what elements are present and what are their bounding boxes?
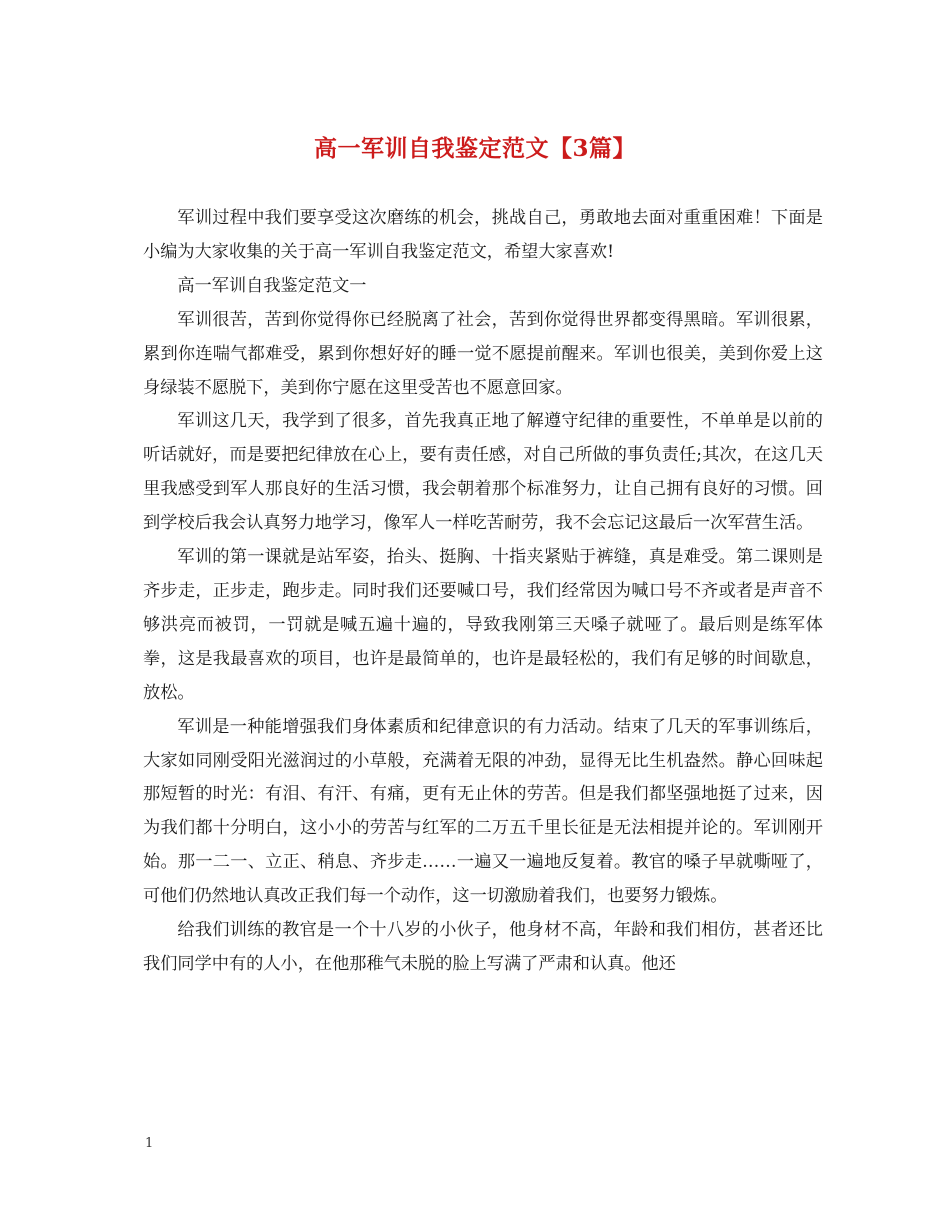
body-paragraph: 军训的第一课就是站军姿，抬头、挺胸、十指夹紧贴于裤缝，真是难受。第二课则是齐步走，正步走，跑步走。同时我们还要喊口号，我们经常因为喊口号不齐或者是声音不够洪亮而被罚，一罚就是喊五遍十遍的，导致我刚第三天嗓子就哑了。最后则是练军体拳，这是我最喜欢的项目，也许是最简单的，也许是最轻松的，我们有足够的时间歇息，放松。 xyxy=(143,547,823,703)
body-paragraph: 给我们训练的教官是一个十八岁的小伙子，他身材不高，年龄和我们相仿，甚者还比我们同学中有的人小，在他那稚气未脱的脸上写满了严肃和认真。他还 xyxy=(143,920,823,974)
document-title: 高一军训自我鉴定范文【3篇】 xyxy=(313,135,636,162)
section-heading: 高一军训自我鉴定范文一 xyxy=(177,275,367,296)
intro-paragraph: 军训过程中我们要享受这次磨练的机会，挑战自己，勇敢地去面对重重困难！下面是小编为大家收集的关于高一军训自我鉴定范文，希望大家喜欢! xyxy=(143,208,823,262)
body-paragraph: 军训很苦，苦到你觉得你已经脱离了社会，苦到你觉得世界都变得黑暗。军训很累，累到你连喘气都难受，累到你想好好的睡一觉不愿提前醒来。军训也很美，美到你爱上这身绿装不愿脱下，美到你宁愿在这里受苦也不愿意回家。 xyxy=(143,309,823,398)
document-body xyxy=(143,202,823,982)
body-paragraph: 军训是一种能增强我们身体素质和纪律意识的有力活动。结束了几天的军事训练后，大家如同刚受阳光滋润过的小草般，充满着无限的冲劲，显得无比生机盎然。静心回味起那短暂的时光：有泪、有汗、有痛，更有无止休的劳苦。但是我们都坚强地挺了过来，因为我们都十分明白，这小小的劳苦与红军的二万五千里长征是无法相提并论的。军训刚开始。那一二一、立正、稍息、齐步走……一遍又一遍地反复着。教官的嗓子早就嘶哑了，可他们仍然地认真改正我们每一个动作，这一切激励着我们，也要努力锻炼。 xyxy=(143,716,823,907)
body-paragraph: 军训这几天，我学到了很多，首先我真正地了解遵守纪律的重要性，不单单是以前的听话就好，而是要把纪律放在心上，要有责任感，对自己所做的事负责任;其次，在这几天里我感受到军人那良好的生活习惯，我会朝着那个标准努力，让自己拥有良好的习惯。回到学校后我会认真努力地学习，像军人一样吃苦耐劳，我不会忘记这最后一次军营生活。 xyxy=(143,411,823,534)
page-number: 1 xyxy=(145,1136,154,1151)
